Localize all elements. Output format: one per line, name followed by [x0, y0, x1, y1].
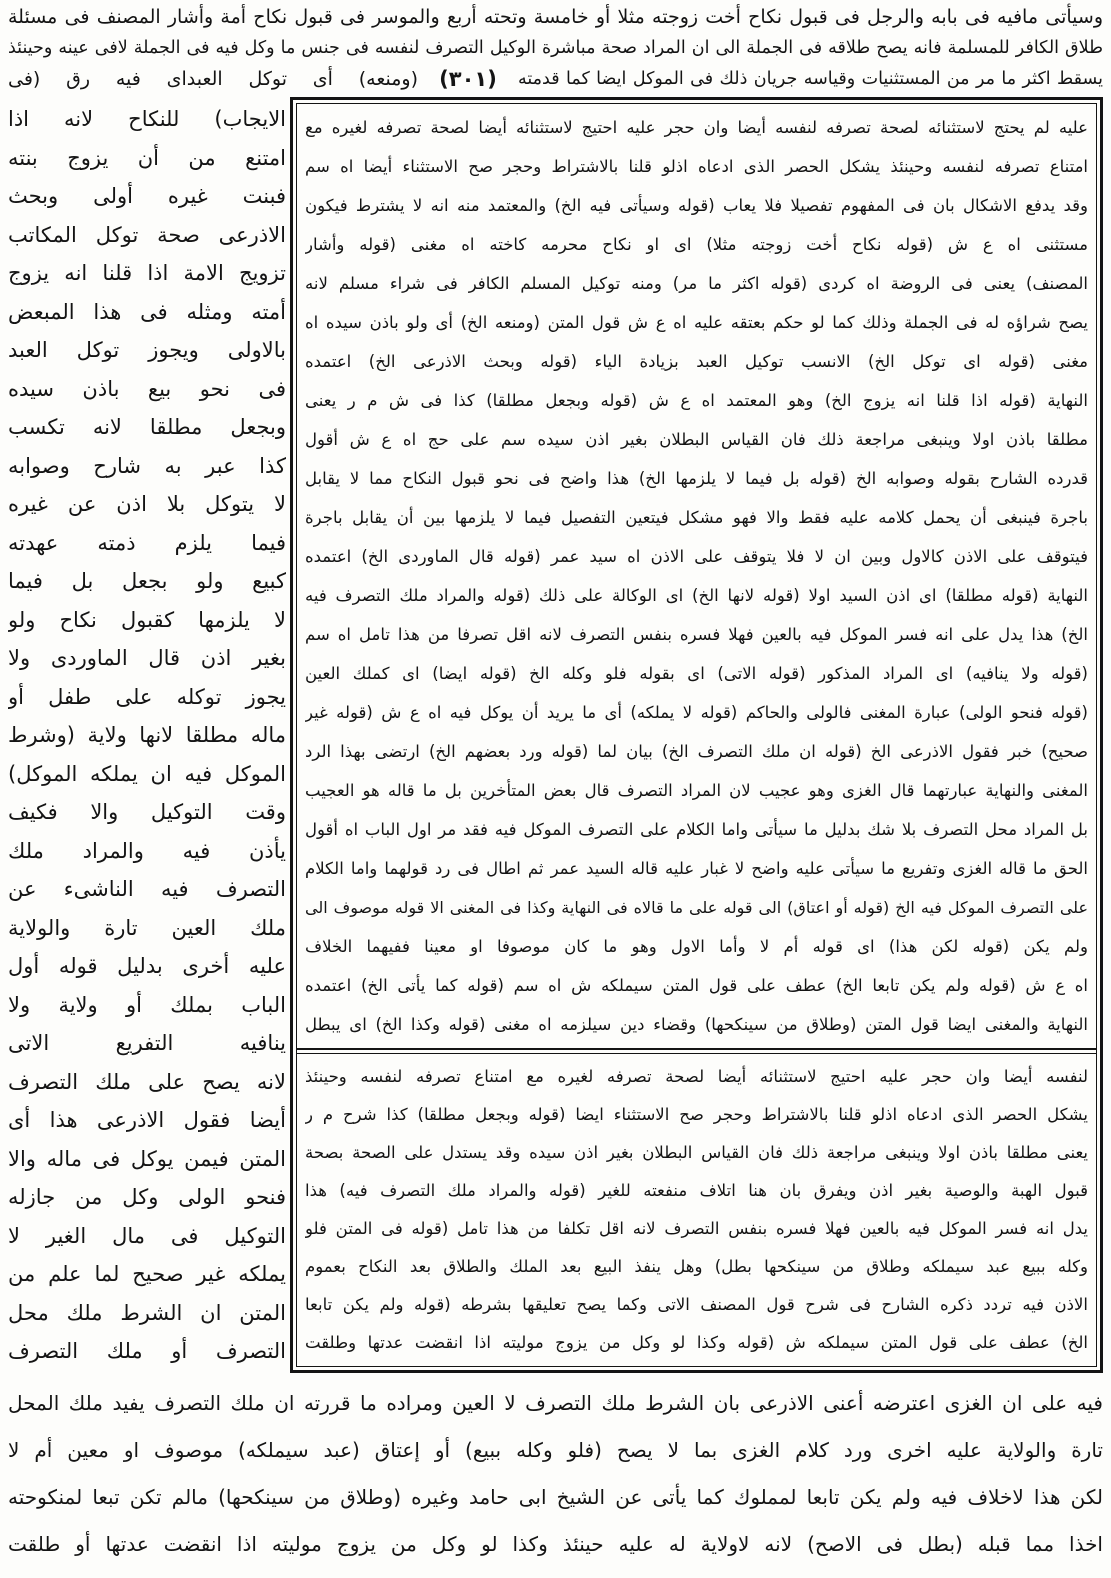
side-column-line: فيما يلزم ذمته عهدته — [8, 530, 286, 555]
main-text-line: يسقط اكثر ما مر من المستثنيات وقياسه جريان ذلك فى الموكل ايضا كما قدمته — [518, 69, 1103, 89]
shirwani-hashiya-line: اه ع ش (قوله ولم يكن تابعا الخ) عطف على قول المتن سيملكه ش اه سم (قوله كما يأتى الخ) اعتمده — [305, 976, 1088, 995]
shirwani-hashiya-line: فيتوقف على الاذن كالاول وبين ان لا فلا يتوقف على الاذن اه سيد عمر (قوله قال الماوردى الخ) اعتمده — [305, 547, 1088, 566]
side-column-line: التوكيل فى مال الغير لا — [8, 1223, 286, 1248]
shirwani-hashiya-line: على التصرف الموكل فيه الخ (قوله أو اعتاق) الى قوله على ما قالاه فى النهاية وكذا فى المغنى الا قوله موصوف الى — [305, 898, 1088, 917]
side-column-line: الموكل فيه ان يملكه الموكل) — [8, 761, 286, 786]
side-column-line: كذا عبر به شارح وصوابه — [8, 453, 286, 478]
ibn-qasim-hashiya-line: قبول الهبة والوصية بغير اذن ويفرق بان هنا اتلاف منفعته للغير (قوله والمراد ملك التصرف فيه) هذا — [305, 1181, 1088, 1200]
side-column-line: التصرف أو ملك التصرف — [8, 1339, 286, 1363]
shirwani-hashiya-line: يصح شراؤه له فى الجملة وذلك كما لو حكم بعتقه عليه اه ع ش قول المتن (ومنعه الخ) أى ولو باذن سيده اه — [305, 313, 1088, 332]
shirwani-hashiya-line: النهاية (قوله مطلقا) اى اذن السيد اولا (قوله لانها الخ) اى الوكالة على ذلك (قوله والمراد ملك التصرف فيه — [305, 586, 1088, 605]
side-column-line: ينافيه التفريع الاتى — [8, 1031, 286, 1055]
shirwani-hashiya-line: النهاية والمغنى ايضا قول المتن (وطلاق من سينكحها) وقضاء دين سيلزمه اه مغنى (قوله وكذا الخ) اى يبطل — [305, 1015, 1088, 1034]
shirwani-hashiya-line: مغنى (قوله اى توكل الخ) الانسب توكيل العبد بزيادة الياء (قوله وبحث الاذرعى الخ) اعتمده — [305, 352, 1088, 371]
side-column-line: يملكه غير صحيح لما علم من — [8, 1262, 286, 1286]
side-column-line: لا يلزمها كقبول نكاح ولو — [8, 607, 286, 632]
shirwani-hashiya-line: بل المراد محل التصرف بلا شك بدليل ما سيأتى واما الكلام على التصرف الموكل فيه فقد مر اول الباب اه أقول — [305, 820, 1088, 839]
hashiya-box — [290, 97, 1103, 1373]
side-column-line: فى نحو بيع باذن سيده — [8, 376, 286, 401]
side-column-line: الباب بملك أو ولاية ولا — [8, 992, 286, 1017]
main-text-line: فيه على ان الغزى اعترضه أعنى الاذرعى بان الشرط ملك التصرف لا العين ومراده ما قررته ان ملك التصرف يفيد ملك المحل — [8, 1391, 1103, 1415]
side-column-line: لانه يصح على ملك التصرف — [8, 1069, 286, 1094]
ibn-qasim-hashiya-line: الاذن فيه تردد ذكره الشارح فى شرح قول المصنف الاتى وكما يصح تعليقها بشرطه (قوله ولم يكن تابعا — [305, 1295, 1088, 1314]
main-text-side-column — [8, 100, 286, 1371]
side-column-line: أمته ومثله فى هذا المبعض — [8, 299, 286, 324]
side-column-line: وقت التوكيل والا فكيف — [8, 800, 286, 824]
shirwani-hashiya-line: المصنف) يعنى فى الروضة اه كردى (قوله اكثر ما مر) ومنه توكيل المسلم الكافر فى شراء مسلم لانه — [305, 274, 1088, 293]
ibn-qasim-hashiya-line: يعنى مطلقا باذن اولا وينبغى مراجعة ذلك فان القياس البطلان بغير اذن سيده وقد يستدل على الصحة بصحة — [305, 1143, 1088, 1162]
side-column-line: تزويج الامة اذا قلنا انه يزوج — [8, 261, 286, 285]
side-column-line: يأذن فيه والمراد ملك — [8, 838, 286, 863]
shirwani-hashiya-line: (قوله ولا ينافيه) اى المراد المذكور (قوله الاتى) اى بقوله فلو وكله الخ (قوله ايضا) اى كملك العين — [305, 664, 1088, 683]
side-column-line: المتن ان الشرط ملك محل — [8, 1300, 286, 1325]
main-text-line-with-page-number — [8, 64, 1103, 95]
shirwani-hashiya-line: مطلقا باذن اولا وينبغى مراجعة ذلك فان القياس البطلان بغير اذن سيده سم على حج اه ع ش أقول — [305, 430, 1088, 449]
side-column-line: أيضا فقول الاذرعى هذا أى — [8, 1108, 286, 1132]
ibn-qasim-hashiya-line: يدل انه فسر الموكل فيه بالعين فهلا فسره بنفس التصرف لانه اقل تكلفا من هذا تامل (قوله فى المتن فلو — [305, 1219, 1088, 1238]
ibn-qasim-hashiya-line: وكله ببيع عبد سيملكه وطلاق من سينكحها بطل) وهل ينفذ البيع بعد الملك والطلاق بعد النكاح بعموم — [305, 1257, 1088, 1276]
main-text-line: تارة والولاية عليه اخرى ورد كلام الغزى بما لا يصح (فلو وكله ببيع) أو إعتاق (عبد سيملكه) موصوف او معين أم لا — [8, 1438, 1103, 1462]
side-column-line: كبيع ولو بجعل بل فيما — [8, 569, 286, 593]
side-column-line: فبنت غيره أولى وبحث — [8, 184, 286, 208]
main-text-line: (ومنعه) أى توكل العبداى فيه رق (فى — [8, 68, 418, 90]
shirwani-hashiya-line: امتناع تصرفه لنفسه وحينئذ يشكل الحصر الذى ادعاه اذلو قلنا بالاشتراط وحجر صح الاستثناء أيضا اه سم — [305, 157, 1088, 176]
shirwani-hashiya-line: صحيح) خبر فقول الاذرعى الخ (قوله ان ملك التصرف الخ) بيان لما (قوله ورد بعضهم الخ) ارتضى بهذا الرد — [305, 742, 1088, 761]
side-column-line: ملك العين تارة والولاية — [8, 915, 286, 940]
shirwani-hashiya — [305, 108, 1088, 1044]
shirwani-hashiya-line: ولم يكن (قوله لكن هذا) اى قوله أم لا وأما الاول وهو ما كان موصوفا او معينا ففيهما الخلاف — [305, 937, 1088, 956]
ibn-qasim-hashiya-line: الخ) عطف على قول المتن سيملكه ش (قوله وكذا لو وكل من يزوج موليته اذا انقضت عدتها وطلقت — [305, 1333, 1088, 1352]
shirwani-hashiya-line: الحق ما قاله الغزى وتفريع ما سيأتى عليه واضح لا غبار عليه قاله السيد عمر ثم اطال فى رد قولهما واما الكلام — [305, 859, 1088, 878]
shirwani-hashiya-line: مستثنى اه ع ش (قوله نكاح أخت زوجته مثلا) اى او نكاح محرمه كاخته اه مغنى (قوله وأشار — [305, 235, 1088, 254]
main-text-line: لكن هذا لاخلاف فيه ولم يكن تابعا لمملوك كما يأتى عن الشيخ ابى حامد وغيره (وطلاق من سينكحها) مالم تكن تبعا لمنكوحته — [8, 1485, 1103, 1509]
shirwani-hashiya-line: الخ) هذا يدل على انه فسر الموكل فيه بالعين فهلا فسره بنفس التصرف لانه اقل تصرفا من هذا تامل اه سم — [305, 625, 1088, 644]
hashiya-box-inner-frame — [296, 103, 1097, 1367]
side-column-line: التصرف فيه الناشىء عن — [8, 877, 286, 901]
ibn-qasim-hashiya — [305, 1058, 1088, 1362]
main-text-line: طلاق الكافر للمسلمة فانه يصح طلاقه فى الجملة الى ان المراد صحة مباشرة الوكيل التصرف لنفسه فى جنس ما وكل فيه فى الجملة لافى عينه وحينئذ — [8, 38, 1103, 58]
shirwani-hashiya-line: باجرة فينبغى أن يحمل كلامه عليه فقط والا فهو مشكل فيتعين التفصيل فيما لا يلزمها بين أن يقابل باجرة — [305, 508, 1088, 527]
side-column-line: بالاولى ويجوز توكل العبد — [8, 338, 286, 362]
side-column-line: الاذرعى صحة توكل المكاتب — [8, 222, 286, 247]
ibn-qasim-hashiya-line: يشكل الحصر الذى ادعاه اذلو قلنا بالاشتراط وحجر صح الاستثناء ايضا (قوله وبجعل مطلقا) كذا شرح م ر — [305, 1105, 1088, 1124]
shirwani-hashiya-line: المغنى والنهاية عبارتهما قال الغزى وهو عجيب لان المراد التصرف قال بعض المتأخرين بل ما قاله هو العجيب — [305, 781, 1088, 800]
side-column-line: لا يتوكل بلا اذن عن غيره — [8, 492, 286, 516]
side-column-line: ماله مطلقا لانها ولاية (وشرط — [8, 723, 286, 747]
main-text-bottom — [8, 1380, 1103, 1568]
shirwani-hashiya-line: عليه لم يحتج لاستثنائه لصحة تصرفه لنفسه أيضا وان حجر عليه احتيج لاستثنائه أيضا لصحة تصرفه لغيره مع — [305, 118, 1088, 137]
main-text-top — [8, 2, 1103, 95]
section-divider — [297, 1048, 1096, 1054]
main-text-line: اخذا مما قبله (بطل فى الاصح) لانه لاولاية له عليه حينئذ وكذا لو وكل من يزوج موليته اذا انقضت عدتها أو طلقت — [8, 1532, 1103, 1556]
page-number: (٣٠١) — [439, 67, 497, 91]
side-column-line: بغير اذن قال الماوردى ولا — [8, 646, 286, 670]
side-column-line: فنحو الولى وكل من جازله — [8, 1185, 286, 1209]
shirwani-hashiya-line: النهاية (قوله اذا قلنا انه يزوج الخ) وهو المعتمد اه ع ش (قوله وبجعل مطلقا) كذا فى ش م ر يعنى — [305, 391, 1088, 410]
side-column-line: عليه أخرى بدليل قوله أول — [8, 954, 286, 978]
main-text-line: وسيأتى مافيه فى بابه والرجل فى قبول نكاح أخت زوجته مثلا أو خامسة وتحته أربع والموسر فى قبول نكاح أمة وأشار المصنف فى مسئلة — [8, 6, 1103, 28]
shirwani-hashiya-line: (قوله فنحو الولى) عبارة المغنى فالولى والحاكم (قوله لا يملكه) أى ما يريد أن يوكل فيه اه ع ش (قوله غير — [305, 703, 1088, 722]
shirwani-hashiya-line: وقد يدفع الاشكال بان فى المفهوم تفصيلا فلا يعاب (قوله وسيأتى فيه الخ) والمعتمد منه انه لا يشترط فيكون — [305, 196, 1088, 215]
ibn-qasim-hashiya-line: لنفسه أيضا وان حجر عليه احتيج لاستثنائه أيضا لصحة تصرفه لغيره مع امتناع تصرفه لنفسه وحينئذ — [305, 1067, 1088, 1086]
side-column-line: يجوز توكله على طفل أو — [8, 684, 286, 709]
side-column-line: امتنع من أن يزوج بنته — [8, 145, 286, 170]
side-column-line: وبجعل مطلقا لانه تكسب — [8, 415, 286, 439]
side-column-line: الايجاب) للنكاح لانه اذا — [8, 107, 286, 131]
shirwani-hashiya-line: قدرده الشارح بقوله وصوابه الخ (قوله بل فيما لا يلزمها الخ) هذا واضح فى نحو قبول النكاح مما لا يقابل — [305, 469, 1088, 488]
side-column-line: المتن فيمن يوكل فى ماله والا — [8, 1146, 286, 1171]
